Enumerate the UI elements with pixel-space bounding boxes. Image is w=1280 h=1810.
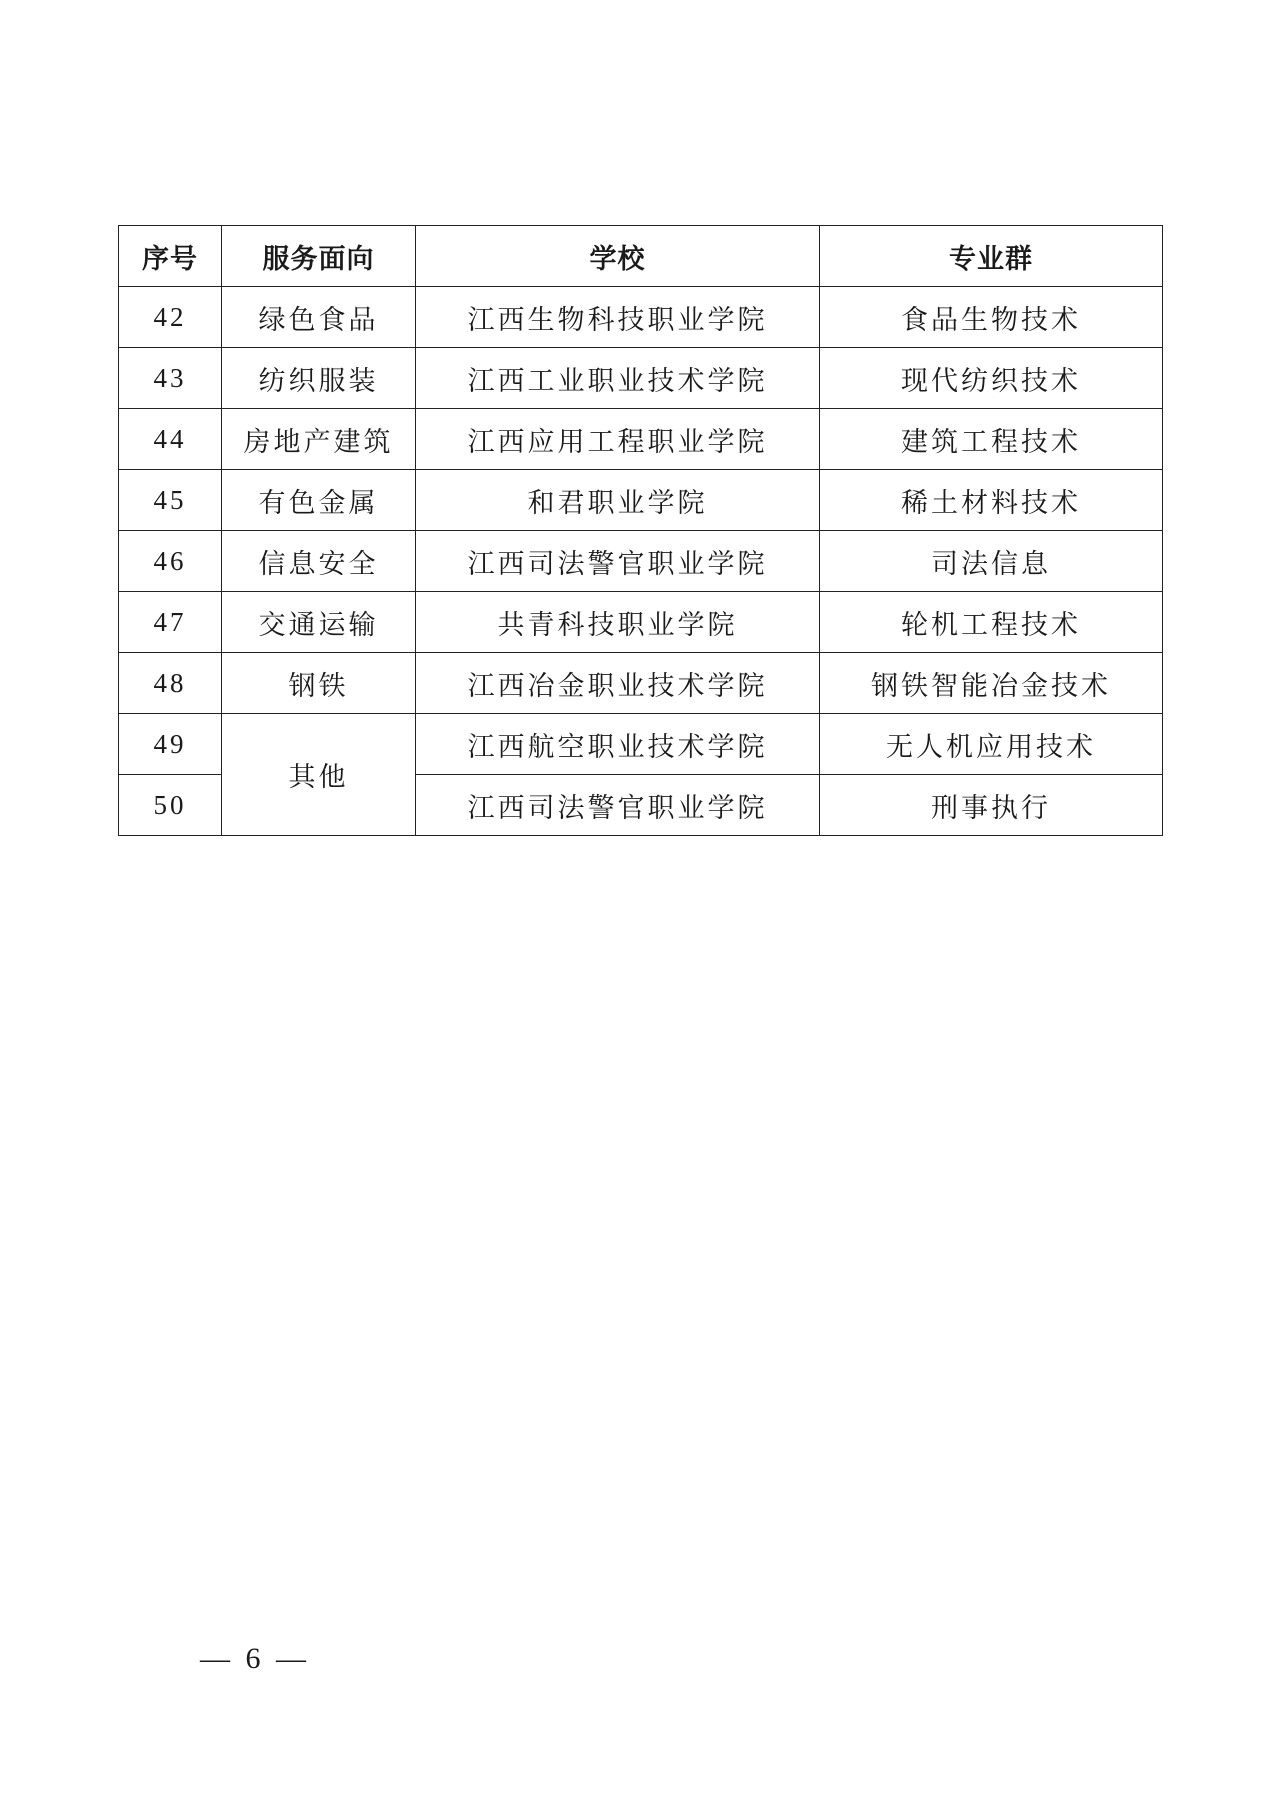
cell-specialty-group: 司法信息	[820, 531, 1163, 592]
cell-school: 江西应用工程职业学院	[416, 409, 820, 470]
cell-specialty-group: 无人机应用技术	[820, 714, 1163, 775]
cell-service-sector-merged: 其他	[222, 714, 416, 836]
cell-service-sector: 房地产建筑	[222, 409, 416, 470]
cell-serial-number: 50	[119, 775, 222, 836]
cell-school: 江西冶金职业技术学院	[416, 653, 820, 714]
cell-specialty-group: 建筑工程技术	[820, 409, 1163, 470]
table-row	[119, 409, 1163, 470]
cell-serial-number: 46	[119, 531, 222, 592]
header-school: 学校	[416, 226, 820, 287]
cell-school: 共青科技职业学院	[416, 592, 820, 653]
cell-school: 江西司法警官职业学院	[416, 531, 820, 592]
institution-table	[118, 225, 1163, 836]
cell-service-sector: 纺织服装	[222, 348, 416, 409]
header-serial-number: 序号	[119, 226, 222, 287]
cell-school: 江西工业职业技术学院	[416, 348, 820, 409]
table-row	[119, 348, 1163, 409]
page-number: — 6 —	[200, 1642, 310, 1675]
cell-serial-number: 49	[119, 714, 222, 775]
table-row	[119, 531, 1163, 592]
cell-school: 江西司法警官职业学院	[416, 775, 820, 836]
cell-specialty-group: 现代纺织技术	[820, 348, 1163, 409]
header-service-sector: 服务面向	[222, 226, 416, 287]
table-row	[119, 653, 1163, 714]
table-row	[119, 470, 1163, 531]
cell-serial-number: 42	[119, 287, 222, 348]
cell-specialty-group: 钢铁智能冶金技术	[820, 653, 1163, 714]
header-specialty-group: 专业群	[820, 226, 1163, 287]
cell-school: 江西航空职业技术学院	[416, 714, 820, 775]
cell-specialty-group: 食品生物技术	[820, 287, 1163, 348]
cell-specialty-group: 稀土材料技术	[820, 470, 1163, 531]
table-row	[119, 714, 1163, 775]
table-row	[119, 592, 1163, 653]
cell-serial-number: 45	[119, 470, 222, 531]
table-header-row	[119, 226, 1163, 287]
cell-service-sector: 有色金属	[222, 470, 416, 531]
cell-specialty-group: 刑事执行	[820, 775, 1163, 836]
cell-serial-number: 43	[119, 348, 222, 409]
cell-serial-number: 48	[119, 653, 222, 714]
table-row	[119, 287, 1163, 348]
cell-service-sector: 交通运输	[222, 592, 416, 653]
cell-specialty-group: 轮机工程技术	[820, 592, 1163, 653]
cell-service-sector: 绿色食品	[222, 287, 416, 348]
cell-service-sector: 信息安全	[222, 531, 416, 592]
cell-serial-number: 44	[119, 409, 222, 470]
cell-service-sector: 钢铁	[222, 653, 416, 714]
cell-school: 和君职业学院	[416, 470, 820, 531]
cell-school: 江西生物科技职业学院	[416, 287, 820, 348]
cell-serial-number: 47	[119, 592, 222, 653]
